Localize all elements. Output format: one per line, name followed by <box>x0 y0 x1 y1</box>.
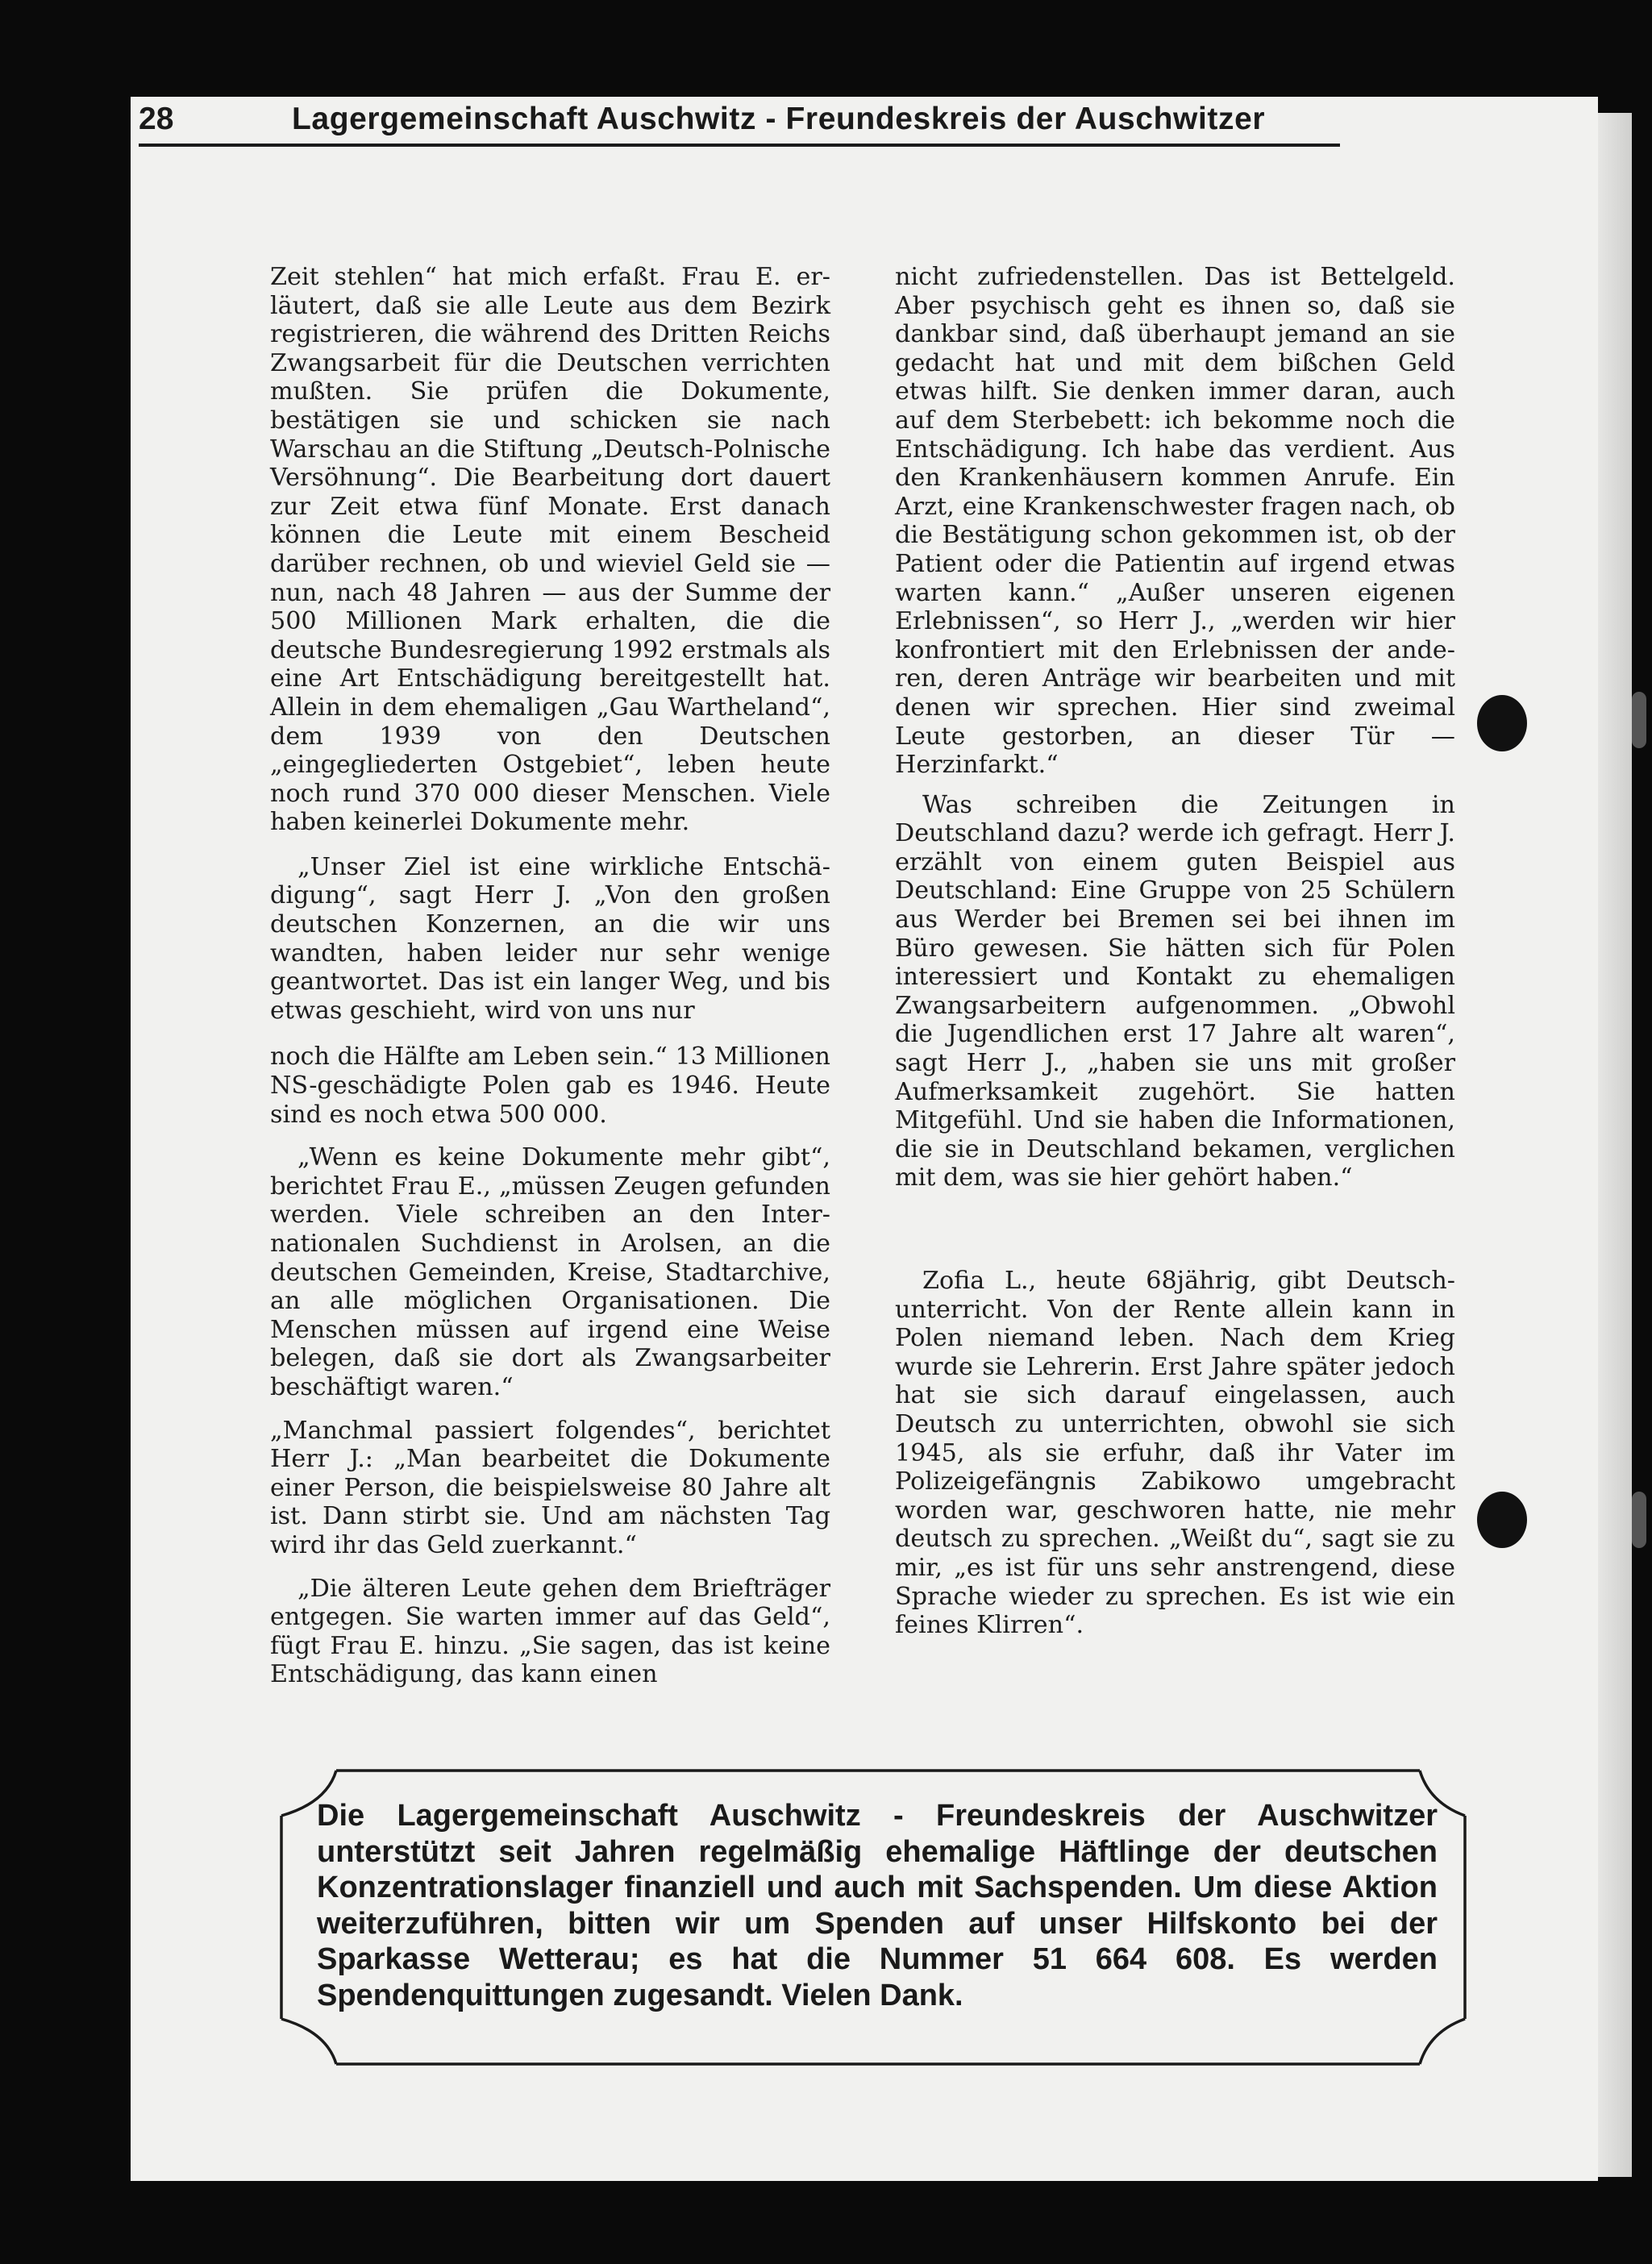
header-title: Lagergemeinschaft Auschwitz - Freundeskreis der Auschwitzer <box>292 102 1266 136</box>
page-edge <box>1598 113 1632 2177</box>
right-paragraph-1: nicht zufriedenstellen. Das ist Bettelgeld. Aber psychisch geht es ihnen so, daß sie dankbar sind, daß überhaupt jemand an sie gedacht hat und mit dem bißchen Geld etwas hilft. Sie denken immer daran, auch auf dem Sterbebett: ich bekomme noch die Entschädigung. Ich habe das verdient. Aus den Krankenhäusern kommen Anrufe. Ein Arzt, eine Krankenschwester fragen nach, ob die Bestätigung schon gekommen ist, ob der Patient oder die Patientin auf irgend etwas warten kann.“ „Außer unseren eigenen Erlebnissen“, so Herr J., „werden wir hier konfrontiert mit den Erlebnissen der anderen, deren Anträge wir bearbeiten und mit denen wir sprechen. Hier sind zweimal Leute gestorben, an dieser Tür — Herzinfarkt.“ <box>895 263 1455 780</box>
left-column <box>270 263 830 1689</box>
left-paragraph-2: „Unser Ziel ist eine wirkliche Entschädigung“, sagt Herr J. „Von den großen deutschen Konzernen, an die wir uns wandten, haben leider nur sehr wenige geantwortet. Das ist ein langer Weg, und bis etwas geschieht, wird von uns nur <box>270 852 830 1025</box>
left-paragraph-6: „Die älteren Leute gehen dem Briefträger entgegen. Sie warten immer auf das Geld“, fügt Frau E. hinzu. „Sie sagen, das ist keine Entschädigung, das kann einen <box>270 1574 830 1689</box>
punch-hole-edge-top <box>1632 692 1646 748</box>
punch-hole-bottom <box>1477 1492 1527 1548</box>
notice-text: Die Lagergemeinschaft Auschwitz - Freundeskreis der Auschwitzer unterstützt seit Jahren regelmäßig ehemalige Häftlinge der deutschen Konzentrationslager finanziell und auch mit Sachspenden. Um diese Aktion weiterzuführen, bitten wir um Spenden auf unser Hilfskonto bei der Sparkasse Wetterau; es hat die Nummer 51 664 608. Es werden Spendenquittungen zugesandt. Vielen Dank. <box>317 1799 1438 2012</box>
left-paragraph-5: „Manchmal passiert folgendes“, berichtet Herr J.: „Man bearbeitet die Dokumente einer Person, die beispielsweise 80 Jahre alt ist. Dann stirbt sie. Und am nächsten Tag wird ihr das Geld zuerkannt.“ <box>270 1416 830 1559</box>
right-column <box>895 263 1455 1640</box>
right-paragraph-3: Zofia L., heute 68jährig, gibt Deutschunterricht. Von der Rente allein kann in Polen niemand leben. Nach dem Krieg wurde sie Lehrerin. Erst Jahre später jedoch hat sie sich darauf eingelassen, auch Deutsch zu unterrichten, obwohl sie sich 1945, als sie erfuhr, daß ihr Vater im Polizeigefängnis Zabikowo umgebracht worden war, geschworen hatte, nie mehr deutsch zu sprechen. „Weißt du“, sagt sie zu mir, „es ist für uns sehr anstrengend, diese Sprache wieder zu sprechen. Es ist wie ein feines Klirren“. <box>895 1267 1455 1640</box>
left-paragraph-1: Zeit stehlen“ hat mich erfaßt. Frau E. erläutert, daß sie alle Leute aus dem Bezirk registrieren, die während des Dritten Reichs Zwangsarbeit für die Deutschen verrichten mußten. Sie prüfen die Dokumente, bestätigen sie und schicken sie nach Warschau an die Stiftung „Deutsch-Polnische Versöhnung“. Die Bearbeitung dort dauert zur Zeit etwa fünf Monate. Erst danach können die Leute mit einem Bescheid darüber rechnen, ob und wieviel Geld sie — nun, nach 48 Jahren — aus der Summe der 500 Millionen Mark erhalten, die die deutsche Bundesregierung 1992 erstmals als eine Art Entschädigung bereitgestellt hat. Allein in dem ehemaligen „Gau Wartheland“, dem 1939 von den Deutschen „eingegliederten Ostgebiet“, leben heute noch rund 370 000 dieser Menschen. Viele haben keinerlei Dokumente mehr. <box>270 263 830 837</box>
running-header <box>139 95 1340 147</box>
notice-box <box>278 1767 1470 2069</box>
left-paragraph-4: „Wenn es keine Dokumente mehr gibt“, berichtet Frau E., „müssen Zeugen gefunden werden. Viele schreiben an den Internationalen Suchdienst in Arolsen, an die deutschen Gemeinden, Kreise, Stadtarchive, an alle möglichen Organisationen. Die Menschen müssen auf irgend eine Weise belegen, daß sie dort als Zwangsarbeiter beschäftigt waren.“ <box>270 1143 830 1401</box>
punch-hole-edge-bottom <box>1632 1492 1646 1548</box>
header-rule <box>139 144 1340 147</box>
left-paragraph-3: noch die Hälfte am Leben sein.“ 13 Millionen NS-geschädigte Polen gab es 1946. Heute sind es noch etwa 500 000. <box>270 1043 830 1129</box>
right-paragraph-2: Was schreiben die Zeitungen in Deutschland dazu? werde ich gefragt. Herr J. erzählt von einem guten Beispiel aus Deutschland: Eine Gruppe von 25 Schülern aus Werder bei Bremen sei bei ihnen im Büro gewesen. Sie hätten sich für Polen interessiert und Kontakt zu ehemaligen Zwangsarbeitern aufgenommen. „Obwohl die Jugendlichen erst 17 Jahre alt waren“, sagt Herr J., „haben sie uns mit großer Aufmerksamkeit zugehört. Sie hatten Mitgefühl. Und sie haben die Informationen, die sie in Deutschland bekamen, verglichen mit dem, was sie hier gehört haben.“ <box>895 790 1455 1192</box>
page-number: 28 <box>139 102 174 136</box>
punch-hole-top <box>1477 695 1527 751</box>
